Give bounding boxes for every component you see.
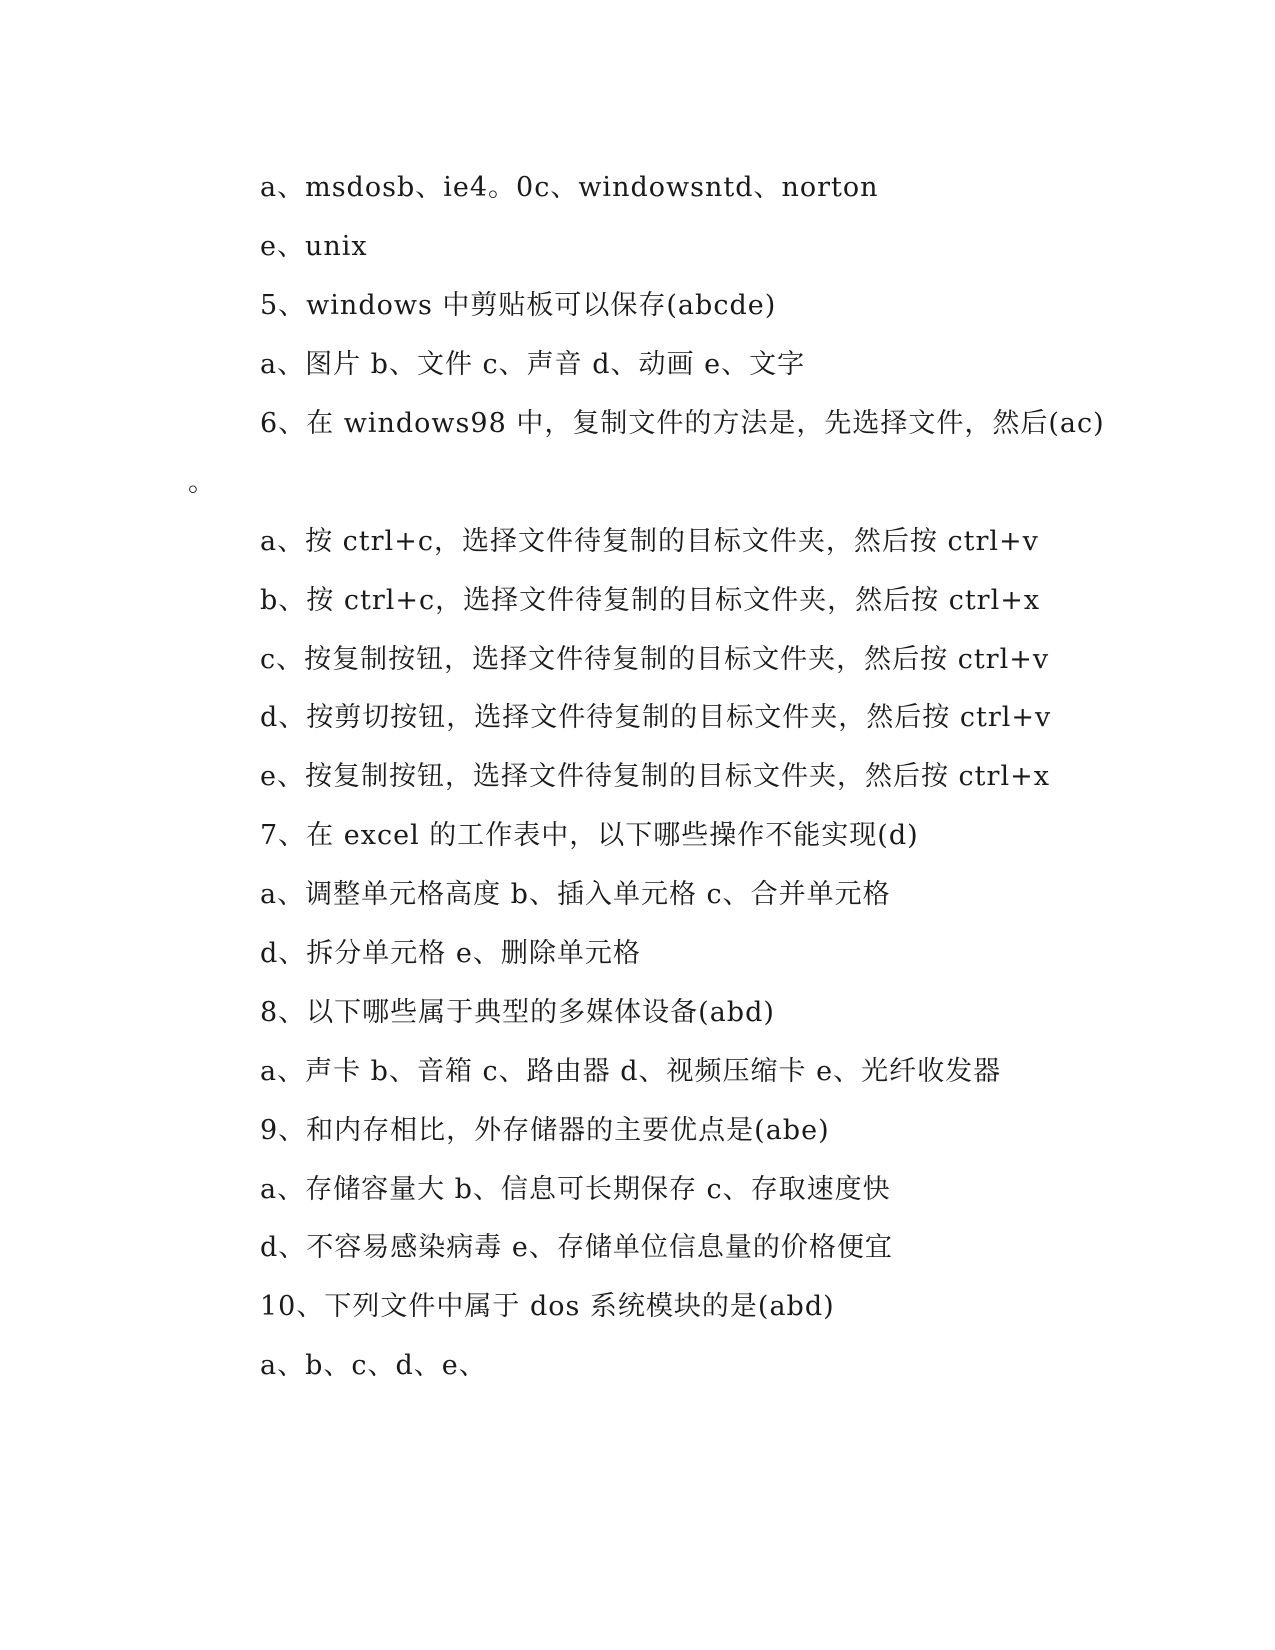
- question-7: 7、在 excel 的工作表中，以下哪些操作不能实现(d): [260, 820, 919, 851]
- text-line: d、按剪切按钮，选择文件待复制的目标文件夹，然后按 ctrl+v: [260, 702, 1052, 733]
- question-8: 8、以下哪些属于典型的多媒体设备(abd): [260, 997, 775, 1028]
- question-5: 5、windows 中剪贴板可以保存(abcde): [260, 290, 777, 321]
- text-line: a、b、c、d、e、: [260, 1350, 487, 1381]
- text-line: e、unix: [260, 231, 368, 262]
- text-line: a、存储容量大 b、信息可长期保存 c、存取速度快: [260, 1174, 891, 1205]
- text-line: a、按 ctrl+c，选择文件待复制的目标文件夹，然后按 ctrl+v: [260, 526, 1039, 557]
- text-line: d、拆分单元格 e、删除单元格: [260, 938, 641, 969]
- text-line: a、声卡 b、音箱 c、路由器 d、视频压缩卡 e、光纤收发器: [260, 1056, 1002, 1087]
- text-line: a、调整单元格高度 b、插入单元格 c、合并单元格: [260, 879, 891, 910]
- text-line: 。: [188, 467, 216, 498]
- text-line: a、图片 b、文件 c、声音 d、动画 e、文字: [260, 349, 806, 380]
- question-9: 9、和内存相比，外存储器的主要优点是(abe): [260, 1115, 830, 1146]
- text-line: c、按复制按钮，选择文件待复制的目标文件夹，然后按 ctrl+v: [260, 644, 1050, 675]
- question-10: 10、下列文件中属于 dos 系统模块的是(abd): [260, 1291, 835, 1322]
- text-line: b、按 ctrl+c，选择文件待复制的目标文件夹，然后按 ctrl+x: [260, 585, 1041, 616]
- text-line: a、msdosb、ie4。0c、windowsntd、norton: [260, 172, 879, 203]
- question-6: 6、在 windows98 中，复制文件的方法是，先选择文件，然后(ac): [260, 408, 1105, 439]
- text-line: e、按复制按钮，选择文件待复制的目标文件夹，然后按 ctrl+x: [260, 761, 1050, 792]
- text-line: d、不容易感染病毒 e、存储单位信息量的价格便宜: [260, 1232, 893, 1263]
